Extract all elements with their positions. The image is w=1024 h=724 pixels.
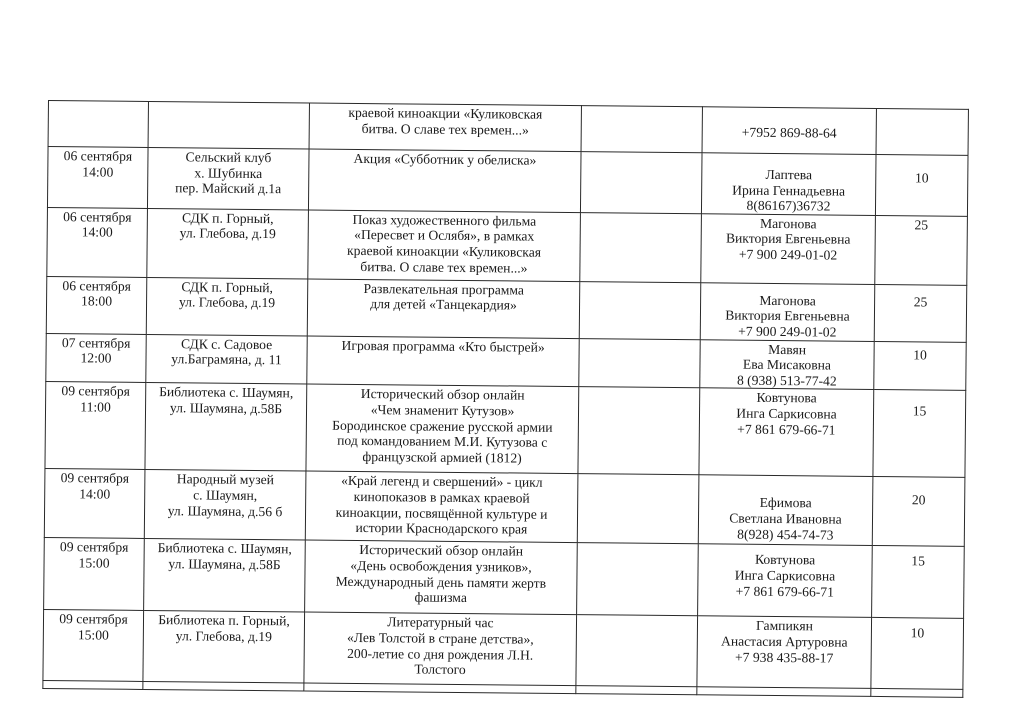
table-row xyxy=(44,538,965,619)
contact-line: +7952 869-88-64 xyxy=(741,124,837,141)
count-cell xyxy=(872,546,965,619)
contact-cell xyxy=(701,214,876,285)
date-line: 12:00 xyxy=(80,350,112,366)
contact-line: +7 900 249-01-02 xyxy=(738,323,837,340)
place-line: Библиотека с. Шаумян, xyxy=(157,540,292,557)
blank-cell xyxy=(579,281,701,339)
place-line: х. Шубинка xyxy=(194,165,263,181)
events-table xyxy=(42,100,969,698)
count-cell xyxy=(875,215,968,285)
count-cell xyxy=(876,108,968,155)
contact-line: Виктория Евгеньевна xyxy=(725,307,850,325)
blank-cell xyxy=(577,543,699,616)
event-line: Показ художественного фильма xyxy=(352,211,537,229)
count-value: 25 xyxy=(914,217,929,233)
place-line: ул.Баграмяна, д. 11 xyxy=(171,351,282,368)
event-line: Толстого xyxy=(414,661,466,678)
blank-cell xyxy=(576,615,698,687)
place-line: пер. Майский д.1а xyxy=(175,180,282,197)
contact-line: Лаптева xyxy=(765,166,813,183)
date-cell xyxy=(45,382,146,470)
contact-line: Анастасия Артуровна xyxy=(720,633,848,650)
date-line: 09 сентября xyxy=(61,383,131,400)
contact-cell-empty xyxy=(697,687,871,697)
contact-line: Светлана Ивановна xyxy=(729,510,842,527)
contact-line: Магонова xyxy=(760,215,817,232)
table-row xyxy=(46,276,967,342)
event-line: Литературный час xyxy=(387,614,494,631)
place-line: СДК с. Садовое xyxy=(181,335,273,352)
event-line: Международный день памяти жертв xyxy=(335,573,547,591)
place-cell-empty xyxy=(143,682,304,692)
event-line: Акция «Субботник у обелиска» xyxy=(353,150,537,168)
date-line: 11:00 xyxy=(80,399,111,415)
contact-line: Инга Саркисовна xyxy=(736,405,837,422)
event-line: Развлекательная программа xyxy=(363,280,524,298)
table-row xyxy=(47,207,968,285)
date-cell xyxy=(48,101,148,148)
blank-value xyxy=(581,475,695,476)
date-line: 18:00 xyxy=(81,293,113,309)
date-cell xyxy=(47,147,148,209)
contact-line: +7 861 679-66-71 xyxy=(735,583,835,600)
blank-value xyxy=(583,340,697,341)
contact-line: 8 (938) 513-77-42 xyxy=(736,372,837,389)
blank-cell-empty xyxy=(576,686,697,695)
event-line: киноакции, посвящённой культуре и xyxy=(335,504,548,522)
date-line: 15:00 xyxy=(77,627,109,643)
contact-cell xyxy=(699,388,874,477)
event-line: краевой киноакции «Куликовская xyxy=(348,104,543,122)
blank-value xyxy=(585,153,699,154)
table-row xyxy=(44,469,965,547)
contact-line: Ирина Геннадьевна xyxy=(732,182,846,199)
contact-cell xyxy=(698,475,873,546)
event-cell xyxy=(306,384,579,474)
place-line: Библиотека с. Шаумян, xyxy=(159,384,294,401)
contact-line: Ева Мисаковна xyxy=(742,356,832,373)
event-line: Исторический обзор онлайн xyxy=(360,386,525,403)
count-value: 15 xyxy=(912,403,927,419)
place-line: с. Шаумян, xyxy=(193,487,258,503)
event-line: «Пересвет и Ослябя», в рамках xyxy=(354,227,535,245)
place-cell xyxy=(145,383,307,472)
event-cell xyxy=(304,612,577,686)
contact-line: +7 900 249-01-02 xyxy=(738,246,838,263)
date-line: 06 сентября xyxy=(63,208,132,225)
contact-cell xyxy=(698,544,873,618)
contact-cell xyxy=(697,616,872,689)
contact-line: Ковтунова xyxy=(756,390,817,406)
date-cell xyxy=(46,333,146,383)
blank-value xyxy=(583,283,697,284)
place-cell xyxy=(146,277,308,335)
place-cell xyxy=(144,539,306,613)
place-line: СДК п. Горный, xyxy=(182,210,274,226)
place-line: ул. Глебова, д.19 xyxy=(178,294,276,311)
date-line: 15:00 xyxy=(78,555,110,571)
date-line: 07 сентября xyxy=(61,334,131,351)
event-line: Бородинское сражение русской армии xyxy=(332,417,553,435)
contact-line: 8(928) 454-74-73 xyxy=(737,526,834,543)
place-cell xyxy=(147,147,309,209)
date-line: 06 сентября xyxy=(63,148,133,164)
blank-cell xyxy=(580,212,702,282)
count-cell xyxy=(874,284,967,342)
place-line: Библиотека п. Горный, xyxy=(158,612,290,629)
count-value: 10 xyxy=(914,170,929,186)
event-line: фашизма xyxy=(414,589,467,606)
event-line: Игровая программа «Кто быстрей» xyxy=(341,337,545,355)
place-cell xyxy=(148,101,309,149)
place-cell xyxy=(146,334,307,384)
count-value: 25 xyxy=(913,294,928,310)
contact-line: Магонова xyxy=(759,292,816,309)
contact-cell xyxy=(701,153,876,215)
place-cell xyxy=(143,611,305,684)
table-row xyxy=(46,333,966,391)
place-line: Сельский клуб xyxy=(185,149,272,166)
event-line: «Чем знаменит Кутузов» xyxy=(370,402,515,419)
blank-cell xyxy=(579,338,700,388)
contact-line: +7 938 435-88-17 xyxy=(734,649,834,666)
contact-line: Ефимова xyxy=(759,495,812,511)
contact-line: 8(86167)36732 xyxy=(746,197,831,214)
event-line: «Лев Толстой в стране детства», xyxy=(346,629,534,647)
count-value: 10 xyxy=(913,346,927,363)
event-cell xyxy=(305,540,578,615)
event-line: под командованием М.И. Кутузова с xyxy=(337,432,548,450)
event-line: битва. О славе тех времен...» xyxy=(360,258,528,276)
date-line: 06 сентября xyxy=(62,277,132,294)
event-line: для детей «Танцекардия» xyxy=(370,296,517,313)
table-row xyxy=(45,382,966,478)
contact-line: Инга Саркисовна xyxy=(734,567,836,584)
count-value: 10 xyxy=(910,625,925,641)
event-cell xyxy=(305,471,578,543)
date-cell xyxy=(47,207,148,277)
place-line: ул. Шаумяна, д.56 б xyxy=(167,502,283,519)
date-line: 09 сентября xyxy=(60,470,130,487)
contact-line: Ковтунова xyxy=(754,552,816,568)
blank-cell xyxy=(581,106,702,153)
blank-value xyxy=(581,544,695,545)
place-line: ул. Шаумяна, д.58Б xyxy=(168,556,281,573)
place-cell xyxy=(144,470,306,541)
place-line: СДК п. Горный, xyxy=(181,279,274,295)
date-cell xyxy=(43,610,144,682)
contact-line: Виктория Евгеньевна xyxy=(725,230,851,248)
contact-line: Гампикян xyxy=(755,618,813,634)
date-line: 14:00 xyxy=(82,163,114,180)
contact-cell xyxy=(700,283,875,341)
blank-value xyxy=(585,107,699,108)
place-line: Народный музей xyxy=(176,471,274,488)
count-value: 20 xyxy=(911,492,926,508)
event-line: 200-летие со дня рождения Л.Н. xyxy=(347,645,534,663)
date-cell xyxy=(44,538,145,611)
event-cell xyxy=(308,149,581,212)
event-cell xyxy=(307,279,580,338)
blank-cell xyxy=(577,474,699,544)
event-line: Исторический обзор онлайн xyxy=(359,542,524,559)
event-cell xyxy=(309,103,581,152)
contact-cell xyxy=(702,107,876,155)
count-value xyxy=(880,110,965,111)
table-row xyxy=(43,610,964,690)
count-cell xyxy=(873,390,966,478)
blank-value xyxy=(580,616,694,617)
place-cell xyxy=(147,208,309,279)
place-line: ул. Шаумяна, д.58Б xyxy=(169,400,283,417)
date-cell xyxy=(44,469,145,539)
count-value: 15 xyxy=(911,553,925,569)
event-line: битва. О славе тех времен...» xyxy=(361,120,529,138)
table-row xyxy=(47,147,968,217)
contact-line: +7 861 679-66-71 xyxy=(737,421,836,438)
date-cell xyxy=(46,276,147,334)
contact-cell xyxy=(700,339,874,389)
event-cell xyxy=(308,210,581,282)
blank-value xyxy=(582,388,696,389)
date-line: 09 сентября xyxy=(59,539,129,556)
contact-line: Мавян xyxy=(768,341,807,357)
event-line: французской армией (1812) xyxy=(362,448,522,466)
date-cell-empty xyxy=(43,681,143,690)
count-cell-empty xyxy=(871,689,963,698)
blank-value xyxy=(584,214,698,215)
event-line: истории Краснодарского края xyxy=(355,520,528,537)
count-cell xyxy=(871,618,964,690)
contact-line xyxy=(706,108,873,125)
date-line: 09 сентября xyxy=(59,611,128,628)
event-cell xyxy=(307,336,579,387)
document-page xyxy=(43,100,980,679)
count-cell xyxy=(874,341,966,391)
date-line: 14:00 xyxy=(81,224,113,241)
event-line: «Край легенд и свершений» - цикл xyxy=(341,473,543,491)
count-cell xyxy=(872,477,965,547)
event-line: кинопоказов в рамках краевой xyxy=(353,488,530,506)
place-line: ул. Глебова, д.19 xyxy=(175,628,272,645)
event-cell-empty xyxy=(304,683,576,694)
place-line: ул. Глебова, д.19 xyxy=(179,225,276,242)
blank-cell xyxy=(580,152,702,214)
event-line: краевой киноакции «Куликовская xyxy=(347,242,542,260)
event-line: «День освобождения узников», xyxy=(350,557,532,575)
date-line: 14:00 xyxy=(79,486,111,502)
count-cell xyxy=(875,154,968,216)
blank-cell xyxy=(578,387,700,475)
